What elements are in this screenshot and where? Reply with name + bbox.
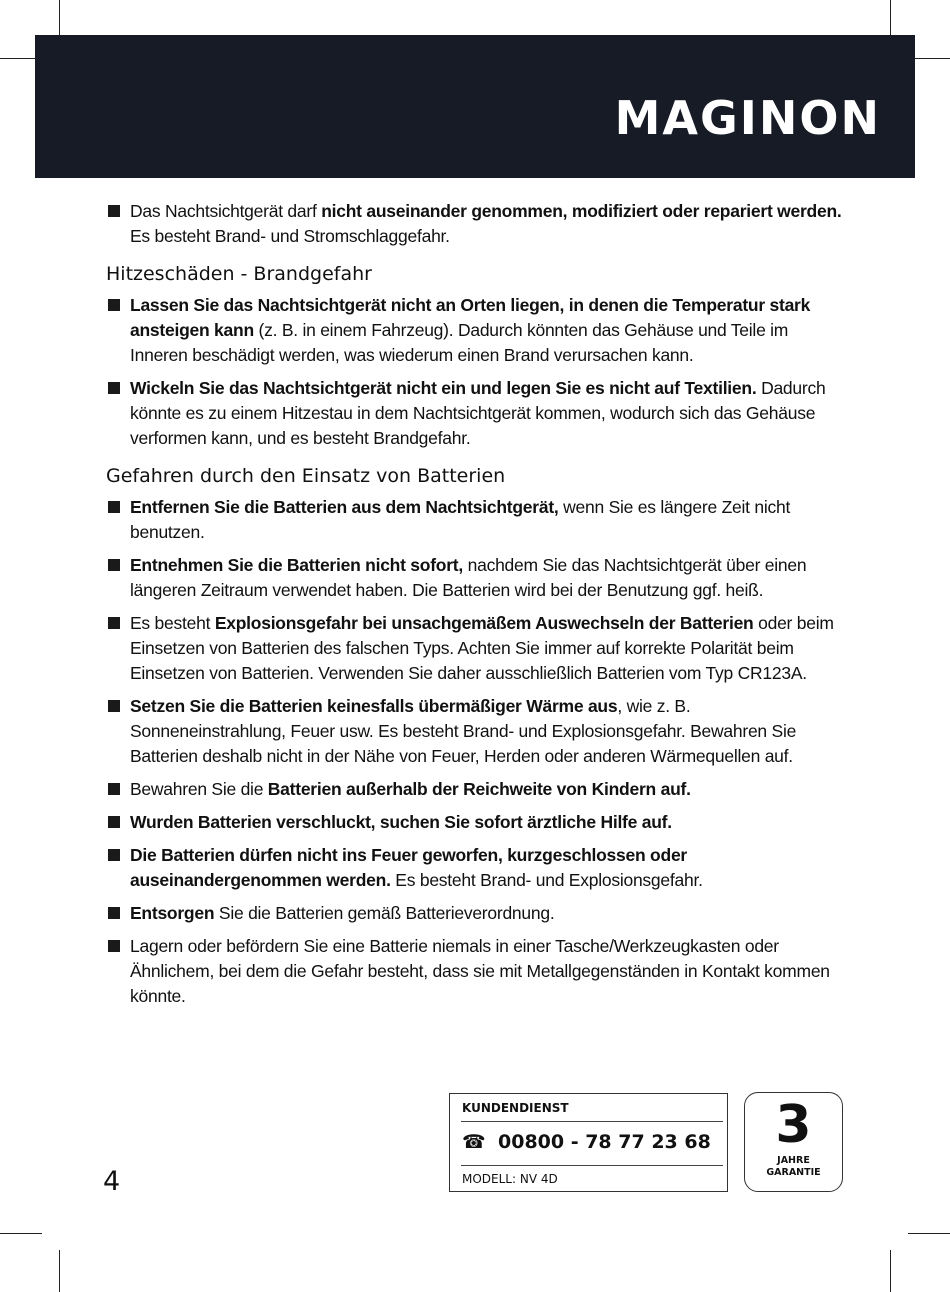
list-item — [106, 611, 846, 686]
warranty-line1: JAHRE — [777, 1155, 810, 1166]
list-item — [106, 553, 846, 603]
item-text: , wie z. B. Sonneneinstrahlung, Feuer usw. Es besteht Brand- und Explosionsgefahr. Bewahren Sie Batterien deshalb nicht in der Nähe von Feuer, Herden oder anderen Wärmequellen auf. — [130, 696, 797, 766]
item-text: Sie die Batterien gemäß Batterieverordnung. — [214, 903, 555, 923]
bold-text: Entsorgen — [130, 903, 215, 923]
item-text: Es besteht Brand- und Stromschlaggefahr. — [130, 226, 450, 246]
model-label: MODELL: NV 4D — [462, 1172, 558, 1186]
divider — [461, 1165, 723, 1166]
brand-logo: MAGINON — [614, 91, 881, 145]
item-text: nachdem Sie das Nachtsichtgerät über einen längeren Zeitraum verwendet haben. Die Batterien wird bei der Benutzung ggf. heiß. — [130, 555, 807, 600]
item-text: Es besteht Brand- und Explosionsgefahr. — [390, 870, 703, 890]
warranty-text — [745, 1155, 842, 1179]
list-item — [106, 777, 846, 802]
square-bullet-icon — [108, 816, 120, 828]
square-bullet-icon — [108, 907, 120, 919]
list-item — [106, 376, 846, 451]
phone-icon: ☎ — [462, 1131, 486, 1153]
warranty-years: 3 — [775, 1095, 812, 1155]
square-bullet-icon — [108, 849, 120, 861]
list-item — [106, 843, 846, 893]
item-text: Bewahren Sie die — [130, 779, 268, 799]
square-bullet-icon — [108, 501, 120, 513]
square-bullet-icon — [108, 940, 120, 952]
page-number: 4 — [103, 1166, 121, 1197]
crop-mark — [908, 1233, 950, 1234]
section-heading: Hitzeschäden - Brandgefahr — [106, 263, 372, 285]
bold-text: Lassen Sie das Nachtsichtgerät nicht an Orten liegen, in denen die Temperatur stark ansteigen kann — [130, 295, 811, 340]
list-item — [106, 901, 846, 926]
list-item — [106, 934, 846, 1009]
intro-list — [106, 199, 846, 249]
item-text: Dadurch könnte es zu einem Hitzestau in dem Nachtsichtgerät kommen, wodurch sich das Gehäuse verformen kann, und es besteht Brandgefahr. — [130, 378, 826, 448]
section-heading: Gefahren durch den Einsatz von Batterien — [106, 465, 506, 487]
list-item — [106, 694, 846, 769]
bold-text: Batterien außerhalb der Reichweite von Kindern auf. — [267, 779, 691, 799]
crop-mark — [890, 1250, 891, 1292]
bold-text: Wurden Batterien verschluckt, suchen Sie sofort ärztliche Hilfe auf. — [130, 812, 672, 832]
item-text: wenn Sie es längere Zeit nicht benutzen. — [130, 497, 791, 542]
square-bullet-icon — [108, 205, 120, 217]
square-bullet-icon — [108, 382, 120, 394]
bold-text: nicht auseinander genommen, modifiziert oder repariert werden. — [321, 201, 842, 221]
page-header — [35, 35, 915, 178]
crop-mark — [0, 1233, 42, 1234]
list-item — [106, 199, 846, 249]
phone-number[interactable]: 00800 - 78 77 23 68 — [498, 1131, 711, 1153]
safety-content — [106, 199, 846, 1017]
square-bullet-icon — [108, 559, 120, 571]
item-text: Es besteht — [130, 613, 215, 633]
list-item — [106, 810, 846, 835]
bold-text: Setzen Sie die Batterien keinesfalls übermäßiger Wärme aus — [130, 696, 618, 716]
section-list — [106, 261, 846, 1009]
warranty-line2: GARANTIE — [766, 1167, 821, 1178]
service-label: KUNDENDIENST — [462, 1101, 569, 1115]
warranty-badge — [744, 1092, 843, 1192]
customer-service-box — [449, 1093, 728, 1192]
item-text: Lagern oder befördern Sie eine Batterie niemals in einer Tasche/Werkzeugkasten oder Ähnlichem, bei dem die Gefahr besteht, dass sie mit Metallgegenständen in Kontakt kommen könnte. — [130, 936, 830, 1006]
crop-mark — [59, 1250, 60, 1292]
item-text: oder beim Einsetzen von Batterien des falschen Typs. Achten Sie immer auf korrekte Polarität beim Einsetzen von Batterien. Verwenden Sie daher ausschließlich Batterien vom Typ CR123A. — [130, 613, 834, 683]
list-item — [106, 495, 846, 545]
item-text: Das Nachtsichtgerät darf — [130, 201, 322, 221]
item-text: (z. B. in einem Fahrzeug). Dadurch könnten das Gehäuse und Teile im Inneren beschädigt werden, was wiederum einen Brand verursachen kann. — [130, 320, 789, 365]
bold-text: Wickeln Sie das Nachtsichtgerät nicht ein und legen Sie es nicht auf Textilien. — [130, 378, 757, 398]
square-bullet-icon — [108, 617, 120, 629]
bold-text: Entnehmen Sie die Batterien nicht sofort, — [130, 555, 463, 575]
bold-text: Die Batterien dürfen nicht ins Feuer geworfen, kurzgeschlossen oder auseinandergenommen werden. — [130, 845, 687, 890]
square-bullet-icon — [108, 700, 120, 712]
list-item — [106, 293, 846, 368]
bold-text: Entfernen Sie die Batterien aus dem Nachtsichtgerät, — [130, 497, 559, 517]
square-bullet-icon — [108, 783, 120, 795]
divider — [461, 1121, 723, 1122]
phone-row — [462, 1131, 711, 1153]
square-bullet-icon — [108, 299, 120, 311]
bold-text: Explosionsgefahr bei unsachgemäßem Auswechseln der Batterien — [214, 613, 754, 633]
